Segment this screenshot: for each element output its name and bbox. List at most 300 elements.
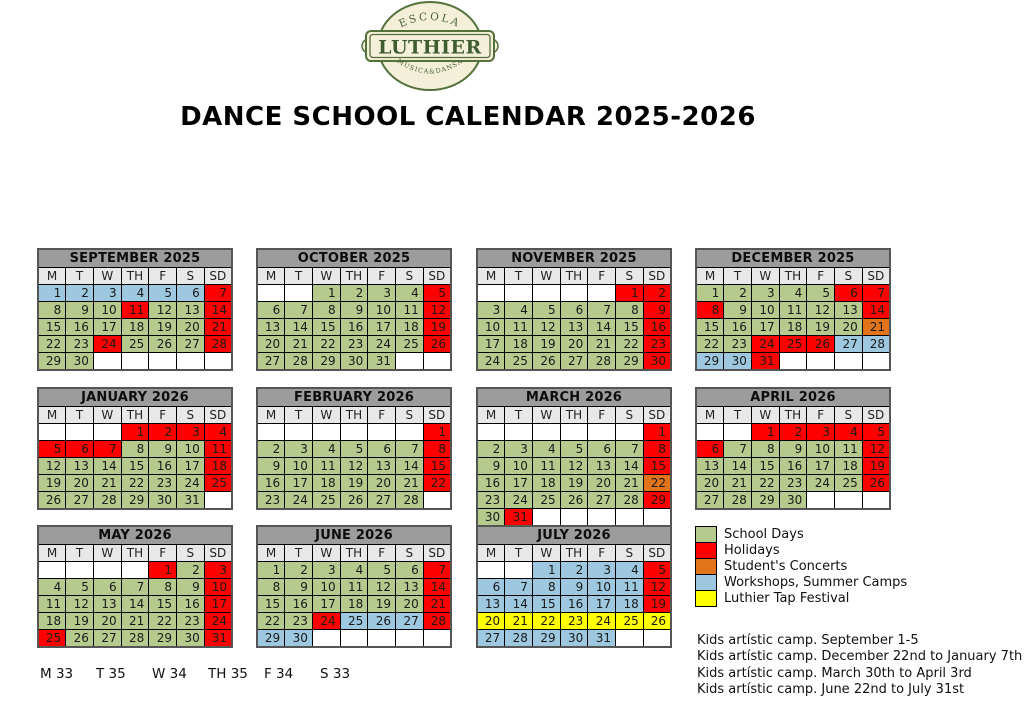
empty-cell: [368, 424, 396, 441]
day-cell: 21: [285, 336, 313, 353]
empty-cell: [616, 630, 644, 648]
empty-cell: [149, 353, 177, 371]
week-row: [477, 579, 671, 596]
day-cell: 19: [862, 458, 890, 475]
day-cell: 6: [257, 302, 285, 319]
logo-musicadansa-text: MUSICA&DANSA: [395, 57, 465, 76]
day-cell: 9: [257, 458, 285, 475]
weekday-header: M: [696, 268, 724, 285]
week-row: [257, 562, 451, 579]
day-cell: 31: [177, 492, 205, 510]
day-cell: 14: [423, 579, 451, 596]
empty-cell: [121, 353, 149, 371]
day-cell: 27: [177, 336, 205, 353]
day-cell: 1: [616, 285, 644, 302]
empty-cell: [285, 285, 313, 302]
week-row: [38, 613, 232, 630]
day-cell: 21: [724, 475, 752, 492]
day-cell: 25: [835, 475, 863, 492]
day-cell: 17: [807, 458, 835, 475]
empty-cell: [588, 285, 616, 302]
day-cell: 21: [505, 613, 533, 630]
week-row: [38, 475, 232, 492]
empty-cell: [835, 492, 863, 510]
empty-cell: [616, 509, 644, 527]
day-cell: 24: [477, 353, 505, 371]
week-row: [257, 630, 451, 648]
empty-cell: [423, 353, 451, 371]
day-cell: 26: [66, 630, 94, 648]
day-cell: 28: [423, 613, 451, 630]
day-cell: 7: [724, 441, 752, 458]
weekday-header: F: [149, 407, 177, 424]
week-row: [38, 596, 232, 613]
empty-cell: [38, 562, 66, 579]
day-cell: 7: [121, 579, 149, 596]
day-cell: 3: [204, 562, 232, 579]
day-cell: 31: [505, 509, 533, 527]
day-cell: 16: [257, 475, 285, 492]
day-cell: 26: [368, 613, 396, 630]
day-cell: 19: [643, 596, 671, 613]
day-cell: 23: [560, 613, 588, 630]
day-cell: 29: [532, 630, 560, 648]
day-cell: 1: [423, 424, 451, 441]
day-cell: 29: [38, 353, 66, 371]
empty-cell: [862, 492, 890, 510]
day-cell: 10: [368, 302, 396, 319]
day-cell: 16: [779, 458, 807, 475]
day-cell: 16: [66, 319, 94, 336]
day-cell: 1: [312, 285, 340, 302]
day-cell: 18: [616, 596, 644, 613]
day-cell: 26: [38, 492, 66, 510]
day-cell: 11: [396, 302, 424, 319]
day-cell: 18: [121, 319, 149, 336]
day-cell: 3: [751, 285, 779, 302]
empty-cell: [93, 562, 121, 579]
day-cell: 10: [505, 458, 533, 475]
day-cell: 29: [149, 630, 177, 648]
weekday-header: TH: [121, 545, 149, 562]
weekday-header: W: [312, 407, 340, 424]
day-cell: 8: [751, 441, 779, 458]
day-cell: 19: [66, 613, 94, 630]
empty-cell: [560, 285, 588, 302]
weekday-header: S: [616, 268, 644, 285]
notes: [697, 633, 1022, 699]
week-row: [696, 319, 890, 336]
day-cell: 28: [121, 630, 149, 648]
day-cell: 7: [588, 302, 616, 319]
week-row: [38, 353, 232, 371]
day-cell: 21: [616, 475, 644, 492]
weekday-header: S: [177, 268, 205, 285]
weekday-header: W: [312, 268, 340, 285]
day-cell: 24: [588, 613, 616, 630]
empty-cell: [532, 424, 560, 441]
day-cell: 27: [93, 630, 121, 648]
week-row: [257, 424, 451, 441]
day-cell: 11: [340, 579, 368, 596]
weekday-count: M 33: [40, 666, 74, 682]
legend-label: Luthier Tap Festival: [724, 591, 850, 606]
empty-cell: [257, 424, 285, 441]
day-cell: 22: [38, 336, 66, 353]
legend-label: Holidays: [724, 543, 780, 558]
weekday-header: W: [751, 407, 779, 424]
empty-cell: [835, 353, 863, 371]
day-cell: 20: [257, 336, 285, 353]
day-cell: 24: [285, 492, 313, 510]
day-cell: 27: [257, 353, 285, 371]
month-october-2025: [256, 248, 452, 371]
day-cell: 30: [643, 353, 671, 371]
day-cell: 1: [751, 424, 779, 441]
day-cell: 4: [121, 285, 149, 302]
day-cell: 13: [696, 458, 724, 475]
day-cell: 7: [423, 562, 451, 579]
weekday-header: S: [835, 268, 863, 285]
week-row: [696, 302, 890, 319]
legend: [695, 526, 907, 607]
day-cell: 18: [340, 596, 368, 613]
day-cell: 16: [149, 458, 177, 475]
luthier-logo: [360, 0, 500, 92]
day-cell: 6: [477, 579, 505, 596]
empty-cell: [532, 285, 560, 302]
day-cell: 25: [396, 336, 424, 353]
day-cell: 19: [532, 336, 560, 353]
day-cell: 20: [696, 475, 724, 492]
month-april-2026: [695, 387, 891, 510]
day-cell: 3: [477, 302, 505, 319]
week-row: [696, 336, 890, 353]
day-cell: 31: [751, 353, 779, 371]
day-cell: 3: [588, 562, 616, 579]
empty-cell: [643, 509, 671, 527]
empty-cell: [616, 424, 644, 441]
week-row: [477, 319, 671, 336]
week-row: [38, 630, 232, 648]
day-cell: 15: [423, 458, 451, 475]
day-cell: 26: [423, 336, 451, 353]
day-cell: 9: [66, 302, 94, 319]
empty-cell: [423, 492, 451, 510]
day-cell: 9: [560, 579, 588, 596]
month-title: NOVEMBER 2025: [477, 249, 671, 268]
day-cell: 14: [121, 596, 149, 613]
day-cell: 16: [477, 475, 505, 492]
weekday-header: M: [477, 545, 505, 562]
month-title: DECEMBER 2025: [696, 249, 890, 268]
day-cell: 22: [751, 475, 779, 492]
day-cell: 28: [862, 336, 890, 353]
weekday-header: S: [616, 545, 644, 562]
week-row: [477, 336, 671, 353]
logo-escola-text: ESCOLA: [397, 10, 463, 31]
weekday-header: SD: [643, 407, 671, 424]
week-row: [257, 475, 451, 492]
day-cell: 30: [66, 353, 94, 371]
day-cell: 16: [643, 319, 671, 336]
note-line: Kids artístic camp. December 22nd to January 7th: [697, 649, 1023, 665]
week-row: [477, 562, 671, 579]
weekday-header: TH: [560, 268, 588, 285]
day-cell: 9: [340, 302, 368, 319]
week-row: [696, 424, 890, 441]
weekday-header: T: [66, 545, 94, 562]
day-cell: 18: [312, 475, 340, 492]
day-cell: 13: [93, 596, 121, 613]
day-cell: 29: [312, 353, 340, 371]
day-cell: 11: [779, 302, 807, 319]
empty-cell: [340, 630, 368, 648]
day-cell: 17: [177, 458, 205, 475]
weekday-header: S: [616, 407, 644, 424]
empty-cell: [340, 424, 368, 441]
day-cell: 28: [588, 353, 616, 371]
weekday-count: T 35: [96, 666, 126, 682]
day-cell: 17: [368, 319, 396, 336]
weekday-header: F: [807, 268, 835, 285]
day-cell: 14: [588, 319, 616, 336]
day-cell: 7: [396, 441, 424, 458]
week-row: [477, 492, 671, 509]
month-title: MAY 2026: [38, 526, 232, 545]
legend-label: Workshops, Summer Camps: [724, 575, 908, 590]
empty-cell: [505, 562, 533, 579]
day-cell: 11: [121, 302, 149, 319]
day-cell: 6: [177, 285, 205, 302]
day-cell: 20: [177, 319, 205, 336]
empty-cell: [779, 353, 807, 371]
day-cell: 10: [285, 458, 313, 475]
note-line: Kids artístic camp. September 1-5: [697, 633, 919, 648]
day-cell: 28: [724, 492, 752, 510]
day-cell: 22: [532, 613, 560, 630]
day-cell: 19: [560, 475, 588, 492]
day-cell: 27: [368, 492, 396, 510]
day-cell: 25: [312, 492, 340, 510]
week-row: [257, 302, 451, 319]
day-cell: 12: [149, 302, 177, 319]
day-cell: 15: [696, 319, 724, 336]
week-row: [696, 441, 890, 458]
day-cell: 18: [532, 475, 560, 492]
day-cell: 17: [204, 596, 232, 613]
day-cell: 13: [396, 579, 424, 596]
month-september-2025: [37, 248, 233, 371]
day-cell: 30: [779, 492, 807, 510]
day-cell: 18: [779, 319, 807, 336]
legend-item: [695, 526, 907, 543]
page-title: DANCE SCHOOL CALENDAR 2025-2026: [180, 102, 756, 132]
weekday-header: SD: [204, 268, 232, 285]
day-cell: 5: [807, 285, 835, 302]
day-cell: 17: [312, 596, 340, 613]
day-cell: 14: [93, 458, 121, 475]
day-cell: 4: [616, 562, 644, 579]
day-cell: 15: [121, 458, 149, 475]
day-cell: 12: [340, 458, 368, 475]
day-cell: 22: [149, 613, 177, 630]
day-cell: 28: [285, 353, 313, 371]
day-cell: 1: [532, 562, 560, 579]
day-cell: 3: [505, 441, 533, 458]
weekday-header: TH: [779, 407, 807, 424]
day-cell: 23: [257, 492, 285, 510]
day-cell: 27: [696, 492, 724, 510]
day-cell: 9: [285, 579, 313, 596]
day-cell: 13: [177, 302, 205, 319]
day-cell: 22: [616, 336, 644, 353]
day-cell: 26: [862, 475, 890, 492]
day-cell: 21: [862, 319, 890, 336]
day-cell: 21: [396, 475, 424, 492]
day-cell: 23: [285, 613, 313, 630]
day-cell: 14: [724, 458, 752, 475]
empty-cell: [368, 630, 396, 648]
day-cell: 5: [862, 424, 890, 441]
day-cell: 4: [835, 424, 863, 441]
note-line: Kids artístic camp. March 30th to April 3rd: [697, 665, 972, 681]
day-cell: 13: [368, 458, 396, 475]
week-row: [257, 613, 451, 630]
day-cell: 9: [724, 302, 752, 319]
weekday-header: SD: [643, 545, 671, 562]
empty-cell: [285, 424, 313, 441]
day-cell: 15: [616, 319, 644, 336]
day-cell: 5: [560, 441, 588, 458]
day-cell: 1: [643, 424, 671, 441]
day-cell: 29: [257, 630, 285, 648]
weekday-count: TH 35: [208, 666, 248, 682]
week-row: [38, 562, 232, 579]
day-cell: 29: [643, 492, 671, 509]
weekday-header: S: [177, 545, 205, 562]
day-cell: 4: [312, 441, 340, 458]
week-row: [257, 353, 451, 371]
week-row: [38, 285, 232, 302]
weekday-header: T: [505, 545, 533, 562]
weekday-header: S: [396, 268, 424, 285]
weekday-header: F: [149, 268, 177, 285]
day-cell: 12: [643, 579, 671, 596]
day-cell: 23: [477, 492, 505, 509]
day-cell: 8: [38, 302, 66, 319]
day-cell: 23: [724, 336, 752, 353]
weekday-header: F: [368, 545, 396, 562]
day-cell: 25: [340, 613, 368, 630]
day-cell: 16: [340, 319, 368, 336]
weekday-header: T: [724, 407, 752, 424]
day-cell: 8: [643, 441, 671, 458]
day-cell: 28: [396, 492, 424, 510]
day-cell: 23: [340, 336, 368, 353]
day-cell: 23: [643, 336, 671, 353]
empty-cell: [66, 424, 94, 441]
day-cell: 2: [340, 285, 368, 302]
day-cell: 8: [257, 579, 285, 596]
week-row: [477, 509, 671, 527]
day-cell: 4: [396, 285, 424, 302]
month-title: JULY 2026: [477, 526, 671, 545]
day-cell: 15: [38, 319, 66, 336]
weekday-header: W: [751, 268, 779, 285]
day-cell: 12: [368, 579, 396, 596]
weekday-header: TH: [340, 407, 368, 424]
day-cell: 4: [505, 302, 533, 319]
day-cell: 26: [807, 336, 835, 353]
day-cell: 20: [66, 475, 94, 492]
day-cell: 22: [257, 613, 285, 630]
day-cell: 14: [396, 458, 424, 475]
day-cell: 1: [38, 285, 66, 302]
day-cell: 22: [312, 336, 340, 353]
day-cell: 25: [121, 336, 149, 353]
weekday-header: TH: [121, 268, 149, 285]
day-cell: 18: [396, 319, 424, 336]
day-cell: 1: [121, 424, 149, 441]
weekday-header: SD: [862, 268, 890, 285]
weekday-header: SD: [423, 268, 451, 285]
day-cell: 8: [616, 302, 644, 319]
weekday-header: TH: [560, 407, 588, 424]
day-cell: 24: [204, 613, 232, 630]
day-cell: 7: [862, 285, 890, 302]
day-cell: 19: [807, 319, 835, 336]
empty-cell: [560, 424, 588, 441]
day-cell: 12: [807, 302, 835, 319]
empty-cell: [257, 285, 285, 302]
weekday-header: SD: [643, 268, 671, 285]
day-cell: 14: [505, 596, 533, 613]
day-cell: 27: [835, 336, 863, 353]
day-cell: 28: [616, 492, 644, 509]
day-cell: 6: [396, 562, 424, 579]
day-cell: 10: [312, 579, 340, 596]
week-row: [477, 353, 671, 371]
day-cell: 20: [93, 613, 121, 630]
empty-cell: [532, 509, 560, 527]
day-cell: 17: [751, 319, 779, 336]
week-row: [696, 353, 890, 371]
legend-item: [695, 590, 907, 607]
week-row: [696, 458, 890, 475]
day-cell: 20: [396, 596, 424, 613]
weekday-header: M: [477, 268, 505, 285]
luthier-logo-badge: [360, 0, 500, 92]
week-row: [477, 458, 671, 475]
day-cell: 18: [835, 458, 863, 475]
day-cell: 8: [532, 579, 560, 596]
day-cell: 25: [616, 613, 644, 630]
weekday-count: S 33: [320, 666, 351, 682]
day-cell: 4: [532, 441, 560, 458]
day-cell: 2: [477, 441, 505, 458]
weekday-header: F: [588, 268, 616, 285]
day-cell: 5: [38, 441, 66, 458]
day-cell: 3: [93, 285, 121, 302]
day-cell: 11: [835, 441, 863, 458]
day-cell: 7: [93, 441, 121, 458]
weekday-header: TH: [121, 407, 149, 424]
day-cell: 8: [312, 302, 340, 319]
weekday-header: SD: [862, 407, 890, 424]
day-cell: 23: [177, 613, 205, 630]
weekday-header: TH: [560, 545, 588, 562]
